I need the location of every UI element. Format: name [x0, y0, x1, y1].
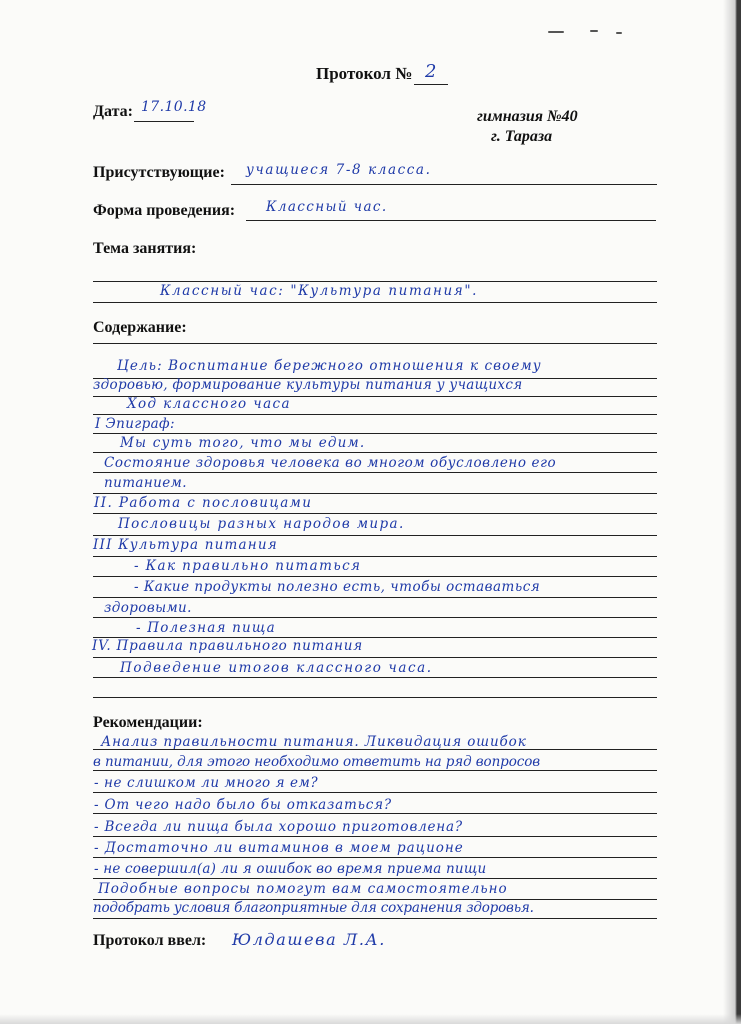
recommendation-line: - не слишком ли много я ем?: [94, 775, 319, 791]
content-line: II. Работа с пословицами: [94, 495, 313, 511]
topic-value: Классный час: "Культура питания".: [160, 283, 479, 299]
date-value: 17.10.18: [141, 99, 207, 115]
scan-mark: [590, 30, 598, 32]
attendees-line: [231, 184, 657, 185]
recommendation-line: подобрать условия благоприятные для сохранения здоровья.: [93, 900, 534, 916]
content-line: Цель: Воспитание бережного отношения к своему: [117, 358, 542, 374]
recommendation-line: Подобные вопросы помогут вам самостоятельно: [98, 881, 508, 897]
content-line: Ход классного часа: [127, 396, 291, 412]
content-line: I Эпиграф:: [95, 416, 175, 432]
scan-edge-bottom: [0, 1014, 741, 1024]
content-line: - Полезная пища: [136, 620, 276, 636]
scan-mark: [616, 32, 622, 34]
topic-line-1: [93, 281, 657, 282]
scan-mark: [548, 31, 564, 33]
content-line: Состояние здоровья человека во многом обусловлено его: [104, 455, 557, 471]
topic-label: Тема занятия:: [93, 240, 197, 257]
form-label: Форма проведения:: [93, 202, 236, 219]
content-line: - Какие продукты полезно есть, чтобы оставаться: [134, 579, 541, 595]
scan-edge-right: [723, 0, 741, 1024]
recommendation-line: - От чего надо было бы отказаться?: [94, 797, 392, 813]
form-value: Классный час.: [266, 199, 388, 215]
date-line: [134, 121, 194, 122]
attendees-value: учащиеся 7-8 класса.: [246, 162, 432, 178]
recommendation-line: Анализ правильности питания. Ликвидация ошибок: [101, 734, 527, 750]
author-signature: Юлдашева Л.А.: [232, 930, 386, 949]
author-label: Протокол ввел:: [93, 932, 207, 949]
form-line: [246, 220, 656, 221]
recommendation-line: - не совершил(а) ли я ошибок во время приема пищи: [94, 861, 487, 877]
content-line: здоровыми.: [104, 600, 192, 616]
topic-line-2: [93, 302, 657, 303]
protocol-number: 2: [425, 61, 437, 82]
content-line: Пословицы разных народов мира.: [118, 516, 405, 532]
content-line: - Как правильно питаться: [134, 558, 362, 574]
content-line: Подведение итогов классного часа.: [120, 660, 433, 676]
content-line: питанием.: [104, 475, 187, 491]
recommendations-label: Рекомендации:: [93, 714, 203, 731]
protocol-title: [316, 64, 412, 84]
content-line: III Культура питания: [93, 537, 278, 553]
content-line: Мы суть того, что мы едим.: [120, 435, 366, 451]
protocol-title-label: Протокол №: [316, 64, 413, 83]
attendees-label: Присутствующие:: [93, 164, 225, 181]
content-line: IV. Правила правильного питания: [92, 638, 363, 654]
recommendation-line: - Достаточно ли витаминов в моем рационе: [94, 840, 464, 856]
content-line: здоровью, формирование культуры питания у учащихся: [93, 377, 523, 393]
recommendation-line: - Всегда ли пища была хорошо приготовлена?: [94, 819, 463, 835]
school-name: гимназия №40: [477, 108, 578, 125]
date-label: Дата:: [93, 103, 133, 120]
protocol-number-line: [414, 84, 448, 85]
content-label: Содержание:: [93, 319, 187, 336]
school-city: г. Тараза: [491, 128, 553, 145]
recommendation-line: в питании, для этого необходимо ответить на ряд вопросов: [93, 754, 540, 770]
